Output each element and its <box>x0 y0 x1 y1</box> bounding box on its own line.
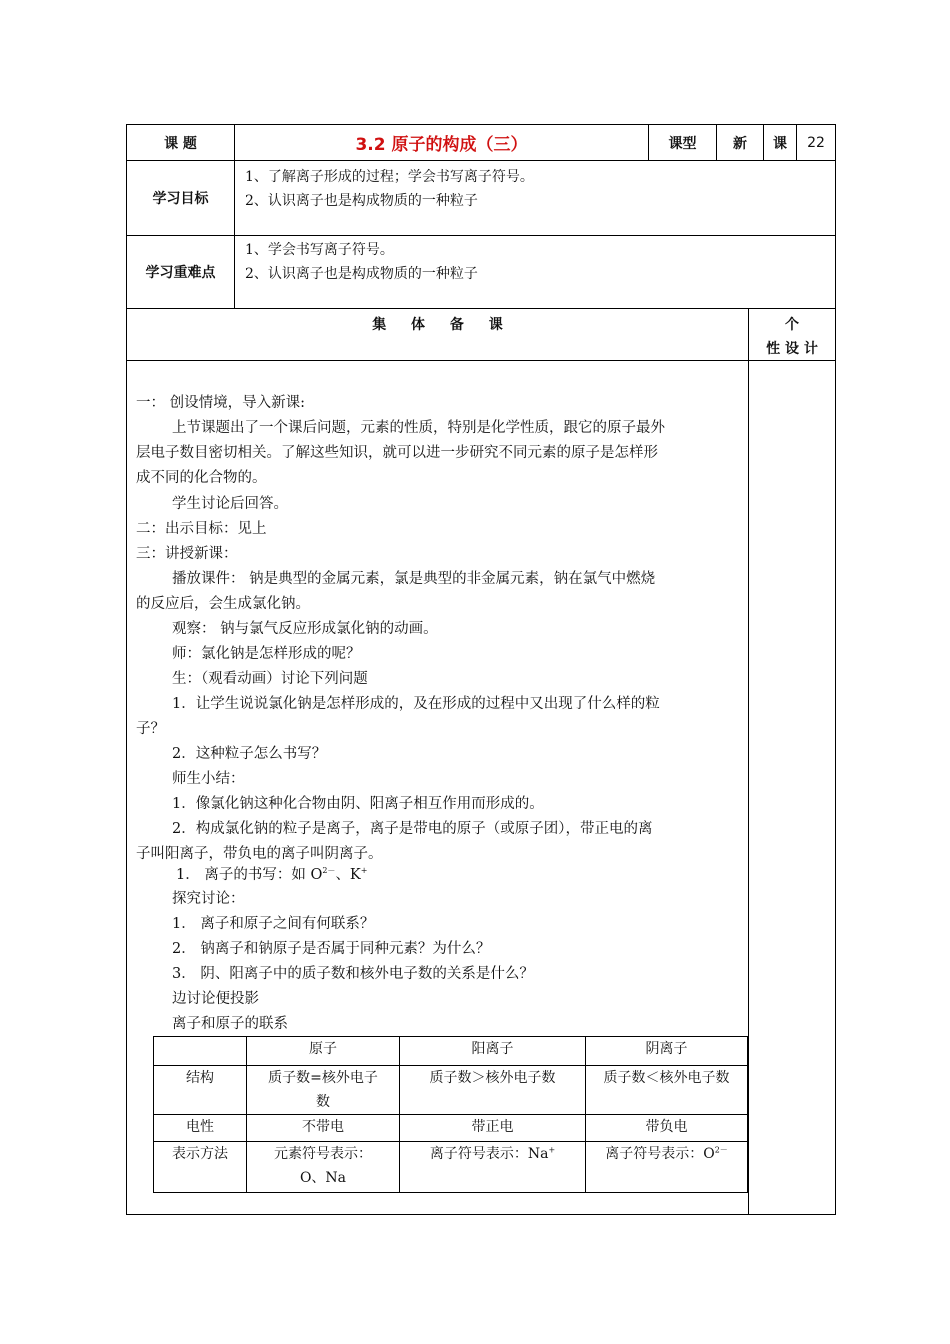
table-row-label: 电性 <box>153 1114 247 1142</box>
table-row-label: 结构 <box>153 1065 247 1115</box>
objectives-content <box>234 160 836 236</box>
body-line: 师：氯化钠是怎样形成的呢？ <box>172 646 361 662</box>
body-line: 子叫阳离子，带负电的离子叫阴离子。 <box>136 846 383 862</box>
anion-notation: 离子符号表示：O <box>605 1146 715 1162</box>
lesson-title: 3.2 原子的构成（三） <box>234 124 649 161</box>
table-cell-line: 元素符号表示： <box>274 1146 372 1162</box>
personal-design-label-2: 性 设 计 <box>766 341 818 357</box>
body-line: 师生小结： <box>172 771 245 787</box>
body-line: 2．构成氯化钠的粒子是离子，离子是带电的原子（或原子团），带正电的离 <box>172 821 653 837</box>
body-line: 层电子数目密切相关。了解这些知识，就可以进一步研究不同元素的原子是怎样形 <box>136 445 658 461</box>
body-line: 离子和原子的联系 <box>172 1016 288 1032</box>
body-line: 的反应后，会生成氯化钠。 <box>136 596 310 612</box>
lesson-type-value-1: 新 <box>716 124 764 161</box>
table-cell-line: O、Na <box>299 1170 347 1186</box>
body-line: 观察： 钠与氯气反应形成氯化钠的动画。 <box>172 621 438 637</box>
body-line: 探究讨论： <box>172 891 245 907</box>
table-cell: 不带电 <box>246 1114 400 1142</box>
personal-design-label-1: 个 <box>785 317 799 333</box>
cation-notation: 离子符号表示：Na <box>429 1146 549 1162</box>
lesson-type-label: 课型 <box>648 124 717 161</box>
table-header-cell: 原子 <box>246 1036 400 1066</box>
table-cell <box>399 1141 586 1193</box>
lesson-number: 22 <box>796 124 836 161</box>
body-line: 生：（观看动画）讨论下列问题 <box>172 671 368 687</box>
sodium-ion-charge: + <box>548 1145 556 1155</box>
lesson-type-value-2: 课 <box>763 124 797 161</box>
oxide-ion-charge: 2－ <box>714 1145 728 1155</box>
body-line: 学生讨论后回答。 <box>172 496 288 512</box>
personal-design-body <box>748 360 836 1215</box>
body-line: 2．这种粒子怎么书写？ <box>172 746 327 762</box>
key-point-item: 1、学会书写离子符号。 <box>245 242 394 258</box>
body-line: 子？ <box>136 721 165 737</box>
potassium-ion-charge: + <box>360 866 368 876</box>
objectives-label: 学习目标 <box>126 160 235 236</box>
topic-label: 课 题 <box>126 124 235 161</box>
body-line: 二：出示目标：见上 <box>136 521 267 537</box>
table-cell <box>246 1141 400 1193</box>
body-line: 2． 钠离子和钠原子是否属于同种元素？为什么？ <box>172 941 491 957</box>
table-cell: 质子数＞核外电子数 <box>399 1065 586 1115</box>
body-line: 播放课件： 钠是典型的金属元素，氯是典型的非金属元素，钠在氯气中燃烧 <box>172 571 656 587</box>
personal-design-header <box>748 308 836 361</box>
objective-item: 1、了解离子形成的过程；学会书写离子符号。 <box>245 169 534 185</box>
key-point-item: 2、认识离子也是构成物质的一种粒子 <box>245 266 478 282</box>
table-cell <box>246 1065 400 1115</box>
ion-writing-prefix: 1． 离子的书写：如 O <box>176 867 323 883</box>
oxygen-ion-charge: 2－ <box>322 866 336 876</box>
body-line: 1． 离子和原子之间有何联系？ <box>172 916 375 932</box>
table-cell: 带正电 <box>399 1114 586 1142</box>
body-line: 1．像氯化钠这种化合物由阴、阳离子相互作用而形成的。 <box>172 796 544 812</box>
body-line: 边讨论便投影 <box>172 991 259 1007</box>
table-cell: 带负电 <box>585 1114 748 1142</box>
body-line: 1．让学生说说氯化钠是怎样形成的，及在形成的过程中又出现了什么样的粒 <box>172 696 660 712</box>
table-header-cell: 阳离子 <box>399 1036 586 1066</box>
body-line: 一： 创设情境，导入新课: <box>136 395 305 411</box>
key-points-label: 学习重难点 <box>126 235 235 309</box>
body-line: 上节课题出了一个课后问题，元素的性质，特别是化学性质，跟它的原子最外 <box>172 420 665 436</box>
table-cell <box>585 1141 748 1193</box>
collective-prep-label: 集 体 备 课 <box>372 317 503 333</box>
table-cell-line: 数 <box>316 1094 330 1110</box>
ion-writing-line <box>176 862 367 888</box>
body-line: 3． 阴、阳离子中的质子数和核外电子数的关系是什么？ <box>172 966 534 982</box>
ion-separator: 、K <box>335 867 361 883</box>
collective-prep-header <box>126 308 749 361</box>
table-cell: 质子数＜核外电子数 <box>585 1065 748 1115</box>
body-line: 成不同的化合物的。 <box>136 470 267 486</box>
table-row-label: 表示方法 <box>153 1141 247 1193</box>
table-cell-line: 质子数=核外电子 <box>268 1070 378 1086</box>
table-header-cell <box>153 1036 247 1066</box>
objective-item: 2、认识离子也是构成物质的一种粒子 <box>245 193 478 209</box>
body-line: 三：讲授新课： <box>136 546 238 562</box>
key-points-content <box>234 235 836 309</box>
table-header-cell: 阴离子 <box>585 1036 748 1066</box>
